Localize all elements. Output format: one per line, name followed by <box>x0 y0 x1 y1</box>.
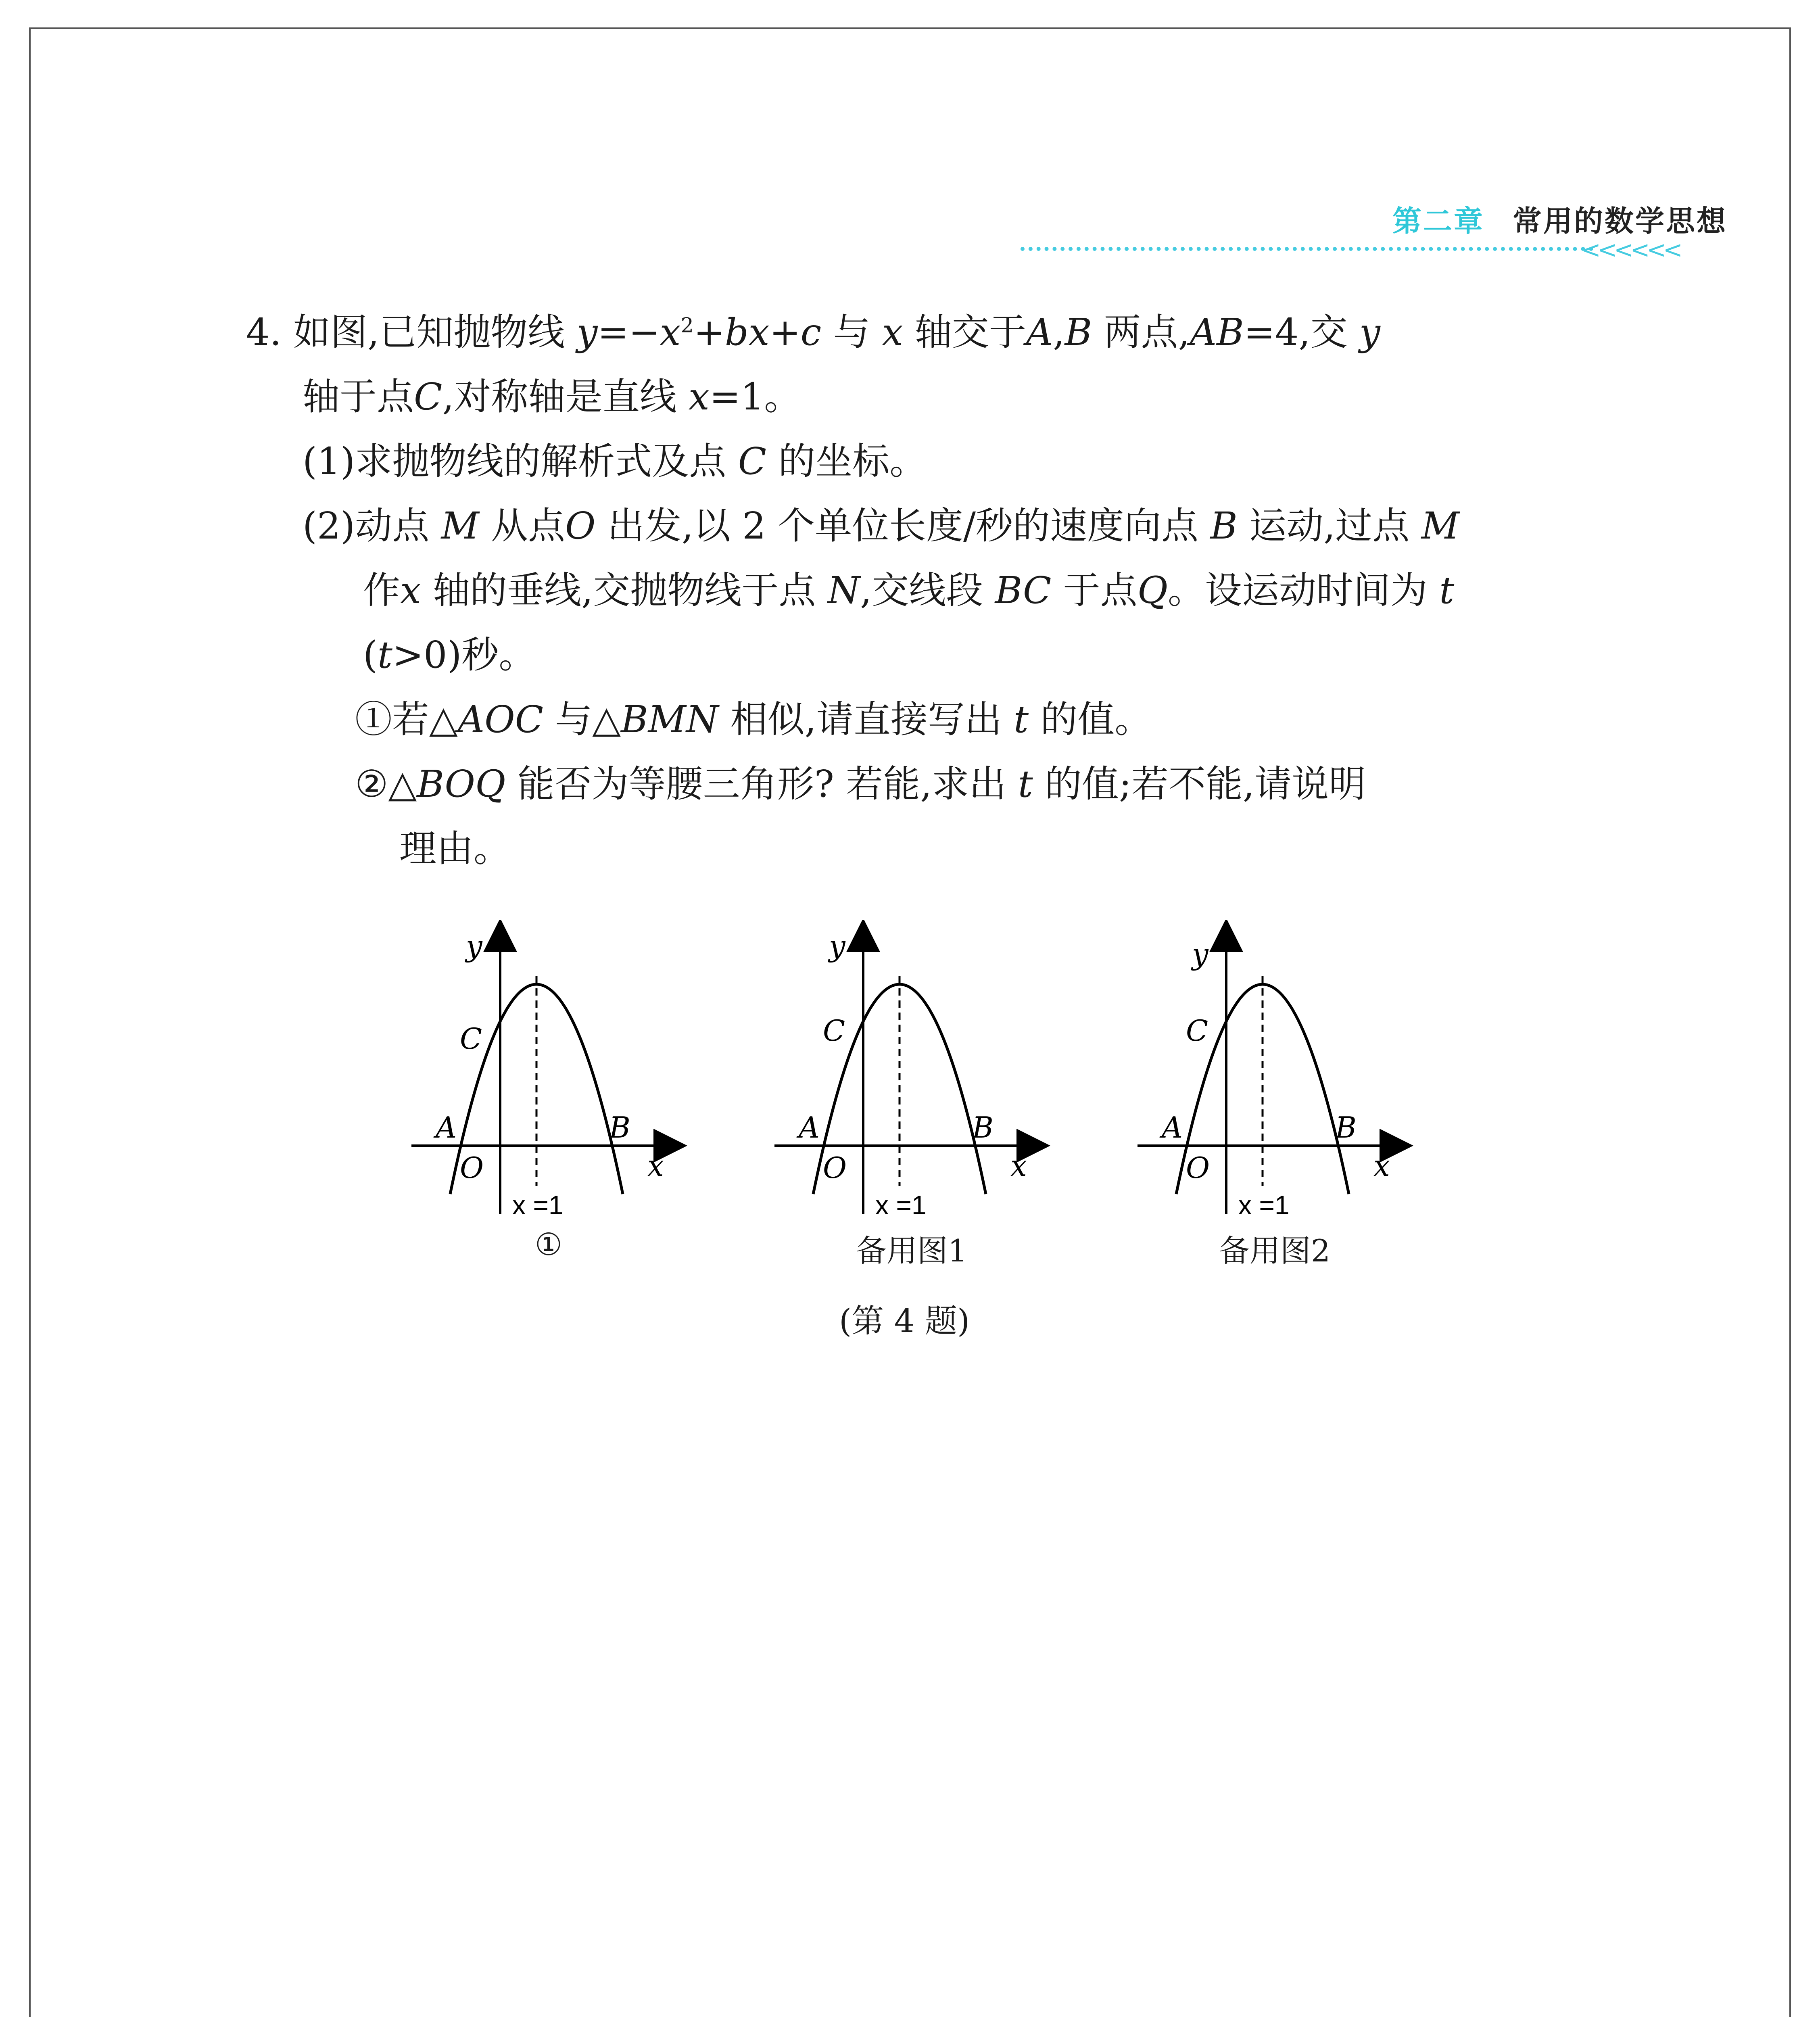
chapter-header <box>1392 198 1727 240</box>
chapter-title: 常用的数学思想 <box>1512 204 1727 238</box>
parabola-diagram <box>403 920 694 1226</box>
question-part-2-line-1: (2)动点 M 从点O 出发,以 2 个单位长度/秒的速度向点 B 运动,过点 M <box>303 504 1459 547</box>
header-dotted-rule <box>1021 247 1593 251</box>
question-part-2-line-3: (t>0)秒。 <box>363 633 536 677</box>
b-label: B <box>972 1111 993 1144</box>
question-line-2: 轴于点C,对称轴是直线 x=1。 <box>303 375 801 418</box>
y-label: y <box>829 929 845 963</box>
figure-3-caption: 备用图2 <box>1219 1233 1331 1269</box>
symmetry-label: x =1 <box>875 1190 927 1220</box>
figure-2 <box>766 920 1057 1283</box>
question-sub-1: ①若△AOC 与△BMN 相似,请直接写出 t 的值。 <box>355 698 1152 741</box>
figure-caption: (第 4 题) <box>839 1302 970 1340</box>
chapter-number: 第二章 <box>1392 204 1484 238</box>
figure-1 <box>403 920 694 1283</box>
c-label: C <box>1186 1014 1208 1048</box>
b-label: B <box>609 1111 630 1144</box>
x-label: x <box>647 1149 664 1183</box>
b-label: B <box>1335 1111 1357 1144</box>
a-label: A <box>1162 1111 1183 1144</box>
o-label: O <box>823 1151 847 1185</box>
symmetry-label: x =1 <box>512 1190 564 1220</box>
y-label: y <box>1192 937 1208 971</box>
parabola-diagram <box>766 920 1057 1226</box>
figure-3 <box>1129 920 1420 1283</box>
o-label: O <box>1186 1151 1210 1185</box>
a-label: A <box>799 1111 820 1144</box>
x-label: x <box>1373 1149 1390 1183</box>
y-label: y <box>466 929 482 963</box>
question-sub-2-line-1: ②△BOQ 能否为等腰三角形? 若能,求出 t 的值;若不能,请说明 <box>355 762 1366 806</box>
symmetry-label: x =1 <box>1238 1190 1290 1220</box>
a-label: A <box>436 1111 457 1144</box>
c-label: C <box>823 1014 845 1048</box>
question-line-1: 4. 如图,已知抛物线 $y=-x^2+bx+c$ 与 x 轴交于A,B 两点,AB=4,交 y <box>246 311 1380 354</box>
c-label: C <box>460 1022 482 1056</box>
question-part-1: (1)求抛物线的解析式及点 C 的坐标。 <box>303 440 927 483</box>
figure-1-caption: ① <box>534 1226 563 1262</box>
figure-group <box>403 920 1452 1283</box>
header-chevrons: <<<<<< <box>1581 236 1680 263</box>
question-part-2-line-2: 作x 轴的垂线,交抛物线于点 N,交线段 BC 于点Q。设运动时间为 t <box>363 569 1455 612</box>
parabola-diagram <box>1129 920 1420 1226</box>
o-label: O <box>460 1151 484 1185</box>
figure-2-caption: 备用图1 <box>856 1233 968 1269</box>
question-sub-2-line-2: 理由。 <box>399 827 511 870</box>
x-label: x <box>1010 1149 1027 1183</box>
